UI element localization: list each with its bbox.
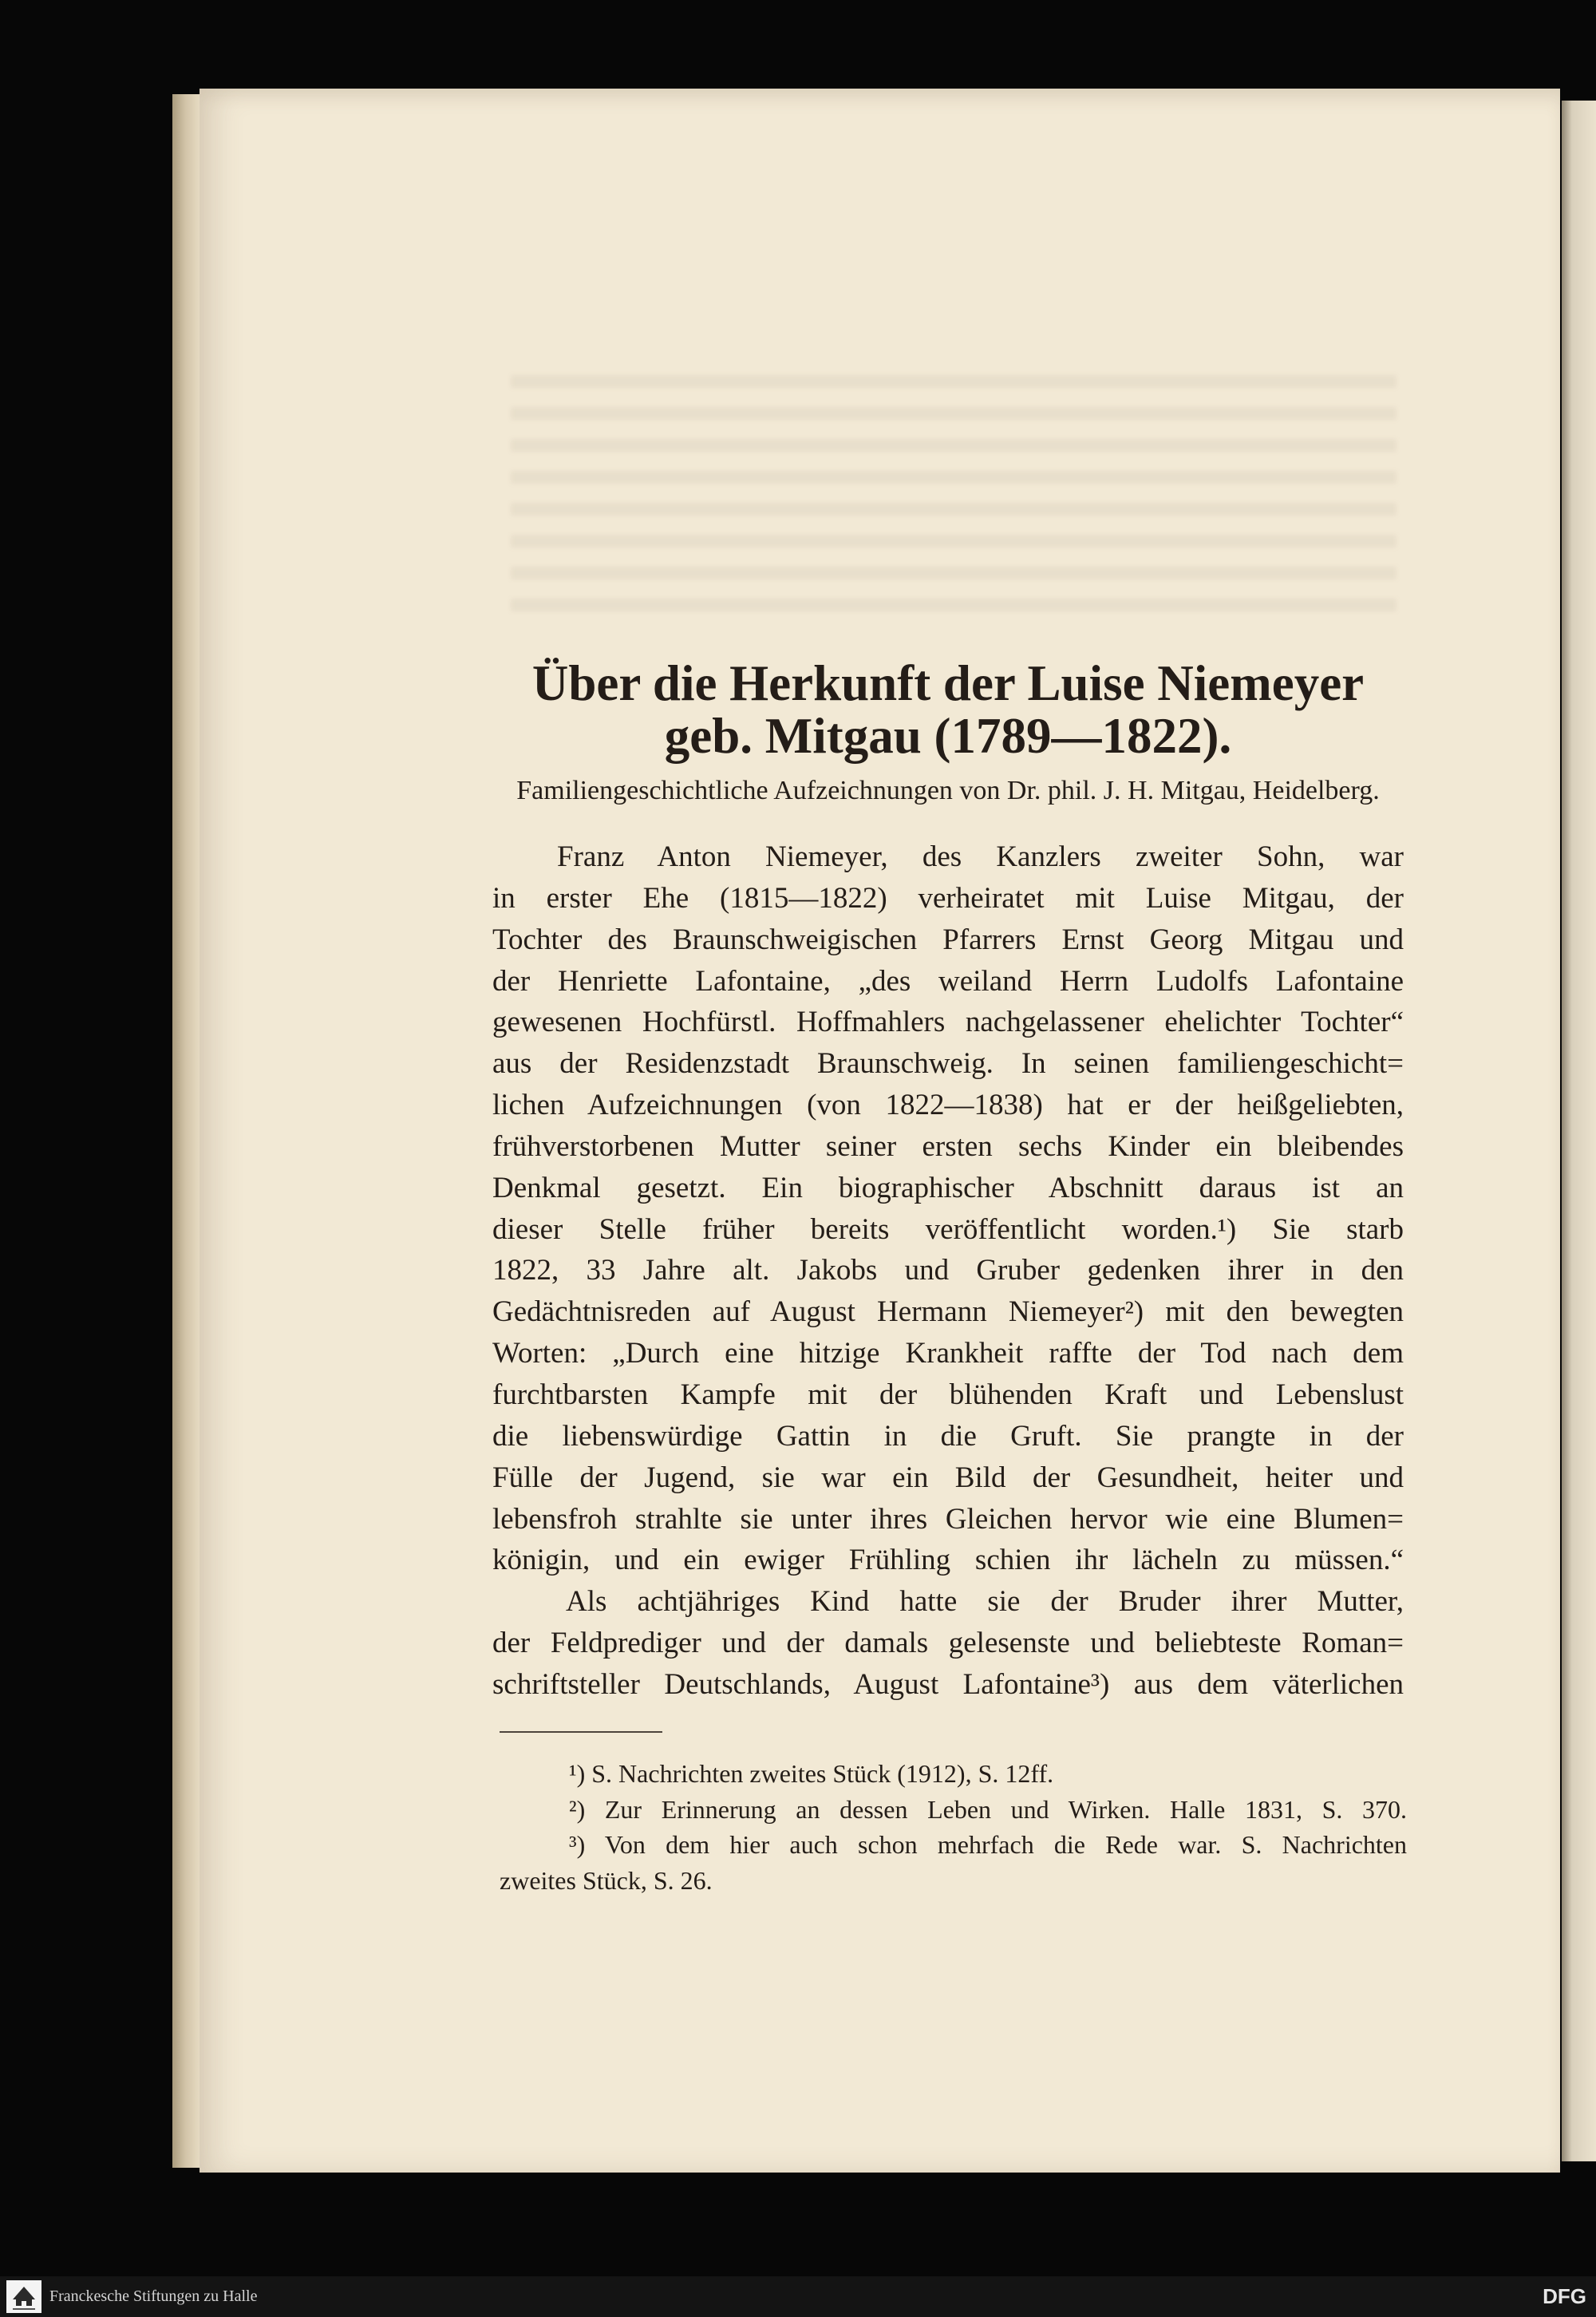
footnote-line: ³) Von dem hier auch schon mehrfach die Rede war. S. Nachrichten [569, 1830, 1407, 1859]
page-edge [172, 94, 201, 2168]
institution-name: Franckesche Stiftungen zu Halle [49, 2287, 258, 2305]
francke-foundations-logo-icon [6, 2280, 41, 2313]
body-line: Franz Anton Niemeyer, des Kanzlers zweiter Sohn, war [557, 840, 1404, 873]
article-title [492, 657, 1404, 762]
body-line: gewesenen Hochfürstl. Hoffmahlers nachgelassener ehelichter Tochter“ [492, 1006, 1404, 1039]
footnote-separator [500, 1731, 662, 1733]
body-line: der Henriette Lafontaine, „des weiland Herrn Ludolfs Lafontaine [492, 964, 1404, 998]
body-text [492, 836, 1404, 1706]
show-through-ghost [511, 375, 1396, 615]
body-line: lebensfroh strahlte sie unter ihres Gleichen hervor wie eine Blumen= [492, 1502, 1404, 1536]
body-line: 1822, 33 Jahre alt. Jakobs und Gruber gedenken ihrer in den [492, 1254, 1404, 1287]
body-line: in erster Ehe (1815—1822) verheiratet mit Luise Mitgau, der [492, 881, 1404, 915]
body-line: frühverstorbenen Mutter seiner ersten sechs Kinder ein bleibendes [492, 1129, 1404, 1163]
body-line: aus der Residenzstadt Braunschweig. In seinen familiengeschicht= [492, 1047, 1404, 1081]
footer-bar [0, 2276, 1596, 2317]
body-line: der Feldprediger und der damals gelesenste und beliebteste Roman= [492, 1627, 1404, 1660]
body-line: Worten: „Durch eine hitzige Krankheit raffte der Tod nach dem [492, 1337, 1404, 1370]
body-line: Gedächtnisreden auf August Hermann Niemeyer²) mit den bewegten [492, 1295, 1404, 1329]
funder-logo-text: DFG [1543, 2284, 1586, 2308]
body-line: Als achtjähriges Kind hatte sie der Bruder ihrer Mutter, [566, 1585, 1404, 1619]
footnote-line: ²) Zur Erinnerung an dessen Leben und Wirken. Halle 1831, S. 370. [569, 1794, 1407, 1824]
article-subtitle: Familiengeschichtliche Aufzeichnungen von Dr. phil. J. H. Mitgau, Heidelberg. [516, 776, 1380, 805]
body-line: Denkmal gesetzt. Ein biographischer Abschnitt daraus ist an [492, 1171, 1404, 1204]
footnote-line: zweites Stück, S. 26. [500, 1865, 713, 1895]
title-line: geb. Mitgau (1789—1822). [664, 708, 1232, 764]
body-line: Fülle der Jugend, sie war ein Bild der Gesundheit, heiter und [492, 1461, 1404, 1494]
body-line: furchtbarsten Kampfe mit der blühenden Kraft und Lebenslust [492, 1378, 1404, 1411]
adjacent-page-edge [1562, 101, 1596, 2161]
body-line: die liebenswürdige Gattin in die Gruft. Sie prangte in der [492, 1419, 1404, 1453]
footnote-line: ¹) S. Nachrichten zweites Stück (1912), S. 12ff. [569, 1759, 1054, 1788]
body-line: dieser Stelle früher bereits veröffentlicht worden.¹) Sie starb [492, 1212, 1404, 1246]
body-line: königin, und ein ewiger Frühling schien ihr lächeln zu müssen.“ [492, 1544, 1404, 1577]
footnotes [492, 1756, 1407, 1898]
title-line: Über die Herkunft der Luise Niemeyer [531, 655, 1365, 711]
body-line: schriftsteller Deutschlands, August Lafontaine³) aus dem väterlichen [492, 1667, 1404, 1701]
body-line: Tochter des Braunschweigischen Pfarrers Ernst Georg Mitgau und [492, 923, 1404, 956]
body-line: lichen Aufzeichnungen (von 1822—1838) hat er der heißgeliebten, [492, 1089, 1404, 1122]
